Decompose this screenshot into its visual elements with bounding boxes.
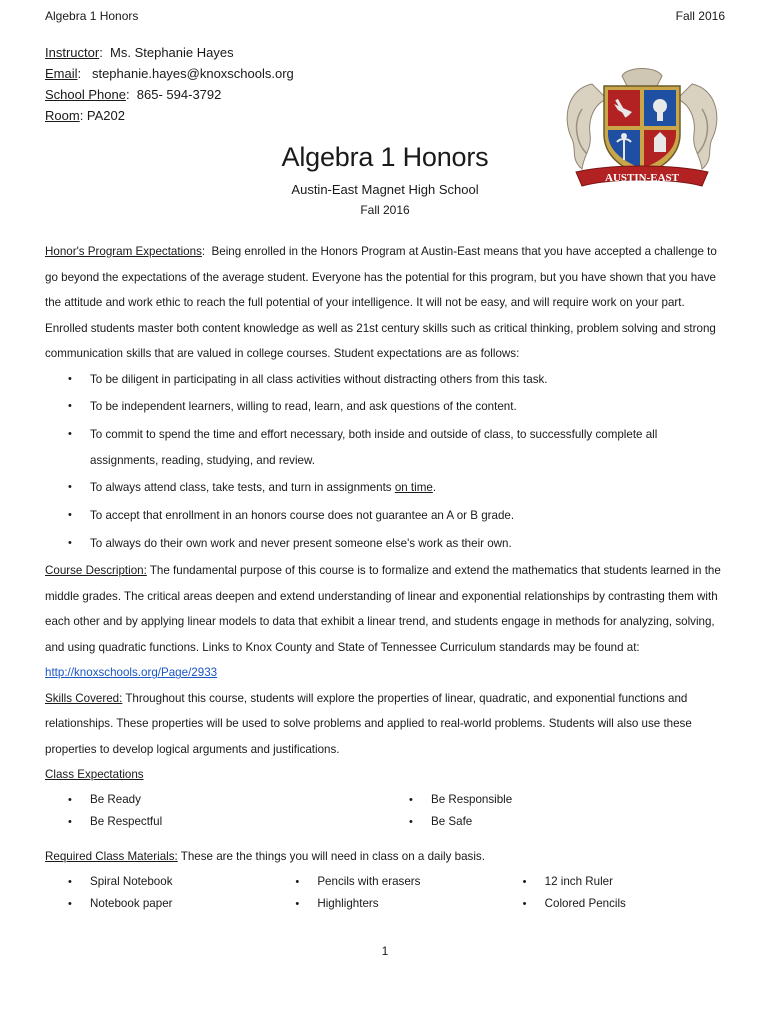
email-value: stephanie.hayes@knoxschools.org	[91, 66, 294, 81]
expectation-text: To always attend class, take tests, and turn in assignments	[90, 481, 395, 495]
expectation-text: To commit to spend the time and effort necessary, both inside and outside of class, to successfully complete all assignments, reading, studying, and review.	[90, 427, 658, 467]
expectation-text: To be independent learners, willing to read, learn, and ask questions of the content.	[90, 400, 517, 414]
skills-heading: Skills Covered:	[45, 691, 123, 705]
materials-col-2	[272, 873, 499, 917]
course-description-heading: Course Description:	[45, 564, 147, 578]
school-crest-logo	[562, 64, 722, 194]
expectation-text: To be diligent in participating in all class activities without distracting others from this task.	[90, 372, 548, 386]
list-item: • Notebook paper	[45, 895, 272, 913]
materials-paragraph	[45, 844, 727, 870]
room-label: Room	[45, 108, 80, 123]
list-item: • 12 inch Ruler	[500, 873, 727, 891]
list-item: • Spiral Notebook	[45, 873, 272, 891]
list-item	[45, 422, 727, 473]
list-item	[45, 503, 727, 529]
expectation-text: To accept that enrollment in an honors course does not guarantee an A or B grade.	[90, 509, 515, 523]
skills-text: Throughout this course, students will explore the properties of linear, quadratic, and exponential functions and relationships. These properties will be used to solve problems and applied to real-world problems. Students will also use these properties to develop logical arguments and justifications.	[45, 691, 692, 756]
header-course: Algebra 1 Honors	[45, 9, 139, 23]
materials-col-3	[500, 873, 727, 917]
page-header	[45, 9, 725, 27]
materials-grid	[45, 873, 727, 917]
list-item	[45, 367, 727, 393]
on-time-emphasis: on time	[394, 481, 433, 495]
list-item: • Be Safe	[386, 813, 727, 831]
honors-text: Being enrolled in the Honors Program at Austin-East means that you have accepted a challenge to go beyond the expectations of the average student. Everyone has the potential for this program, but you have shown that you have the attitude and work ethic to reach the full potential of your intelligence. It will not be easy, and will require work on your part. Enrolled students master both content knowledge as well as 21st century skills such as critical thinking, problem solving and strong communication skills that are valued in college courses. Student expectations are as follows:	[45, 245, 717, 360]
room-value: PA202	[86, 108, 125, 123]
list-item: • Be Respectful	[45, 813, 386, 831]
list-item: • Pencils with erasers	[272, 873, 499, 891]
list-item	[45, 531, 727, 557]
list-item: • Be Responsible	[386, 791, 727, 809]
instructor-label: Instructor	[45, 45, 100, 60]
materials-text: These are the things you will need in class on a daily basis.	[177, 849, 485, 863]
phone-value: 865- 594-3792	[136, 87, 222, 102]
document-title: Algebra 1 Honors	[281, 142, 489, 172]
class-expectations-heading	[45, 762, 727, 788]
school-name: Austin-East Magnet High School	[291, 182, 479, 197]
email-row: Email: stephanie.hayes@knoxschools.org	[45, 66, 294, 81]
list-item: • Colored Pencils	[500, 895, 727, 913]
student-expectations-list	[45, 367, 727, 557]
room-row: Room: PA202	[45, 108, 125, 123]
materials-heading: Required Class Materials:	[45, 849, 178, 863]
materials-col-1	[45, 873, 272, 917]
honors-heading: Honor's Program Expectations	[45, 245, 202, 258]
list-item: • Be Ready	[45, 791, 386, 809]
list-item: • Highlighters	[272, 895, 499, 913]
expectation-text: To always do their own work and never present someone else's work as their own.	[90, 536, 512, 550]
class-expectations-col-1	[45, 791, 386, 835]
page-number: 1	[381, 944, 389, 958]
course-description-text: The fundamental purpose of this course is to formalize and extend the mathematics that students learned in the middle grades. The critical areas deepen and extend understanding of linear and exponential relationships by contrasting them with each other and by applying linear models to data that exhibit a linear trend, and students engage in methods for analyzing, solving, and using quadratic functions. Links to Knox County and State of Tennessee Curriculum standards may be found at:	[45, 564, 721, 654]
class-expectations-heading-text: Class Expectations	[45, 768, 144, 782]
crest-banner-text: AUSTIN-EAST	[605, 172, 679, 184]
class-expectations-col-2	[386, 791, 727, 835]
email-label: Email	[45, 66, 78, 81]
phone-label: School Phone	[45, 87, 126, 102]
list-item	[45, 394, 727, 420]
term-label: Fall 2016	[360, 203, 410, 217]
instructor-name: Ms. Stephanie Hayes	[110, 45, 234, 60]
contact-block	[45, 42, 294, 126]
list-item	[45, 475, 727, 501]
curriculum-link[interactable]: http://knoxschools.org/Page/2933	[45, 666, 218, 680]
honors-paragraph: Honor's Program Expectations: Being enrolled in the Honors Program at Austin-East means that you have accepted a challenge to go beyond the expectations of the average student. Everyone has the potential for this program, but you have shown that you have the attitude and work ethic to reach the full potential of your intelligence. It will not be easy, and will require work on your part. Enrolled students master both content knowledge as well as 21st century skills such as critical thinking, problem solving and strong communication skills that are valued in college courses. Student expectations are as follows:	[45, 245, 717, 360]
phone-row: School Phone: 865- 594-3792	[45, 87, 222, 102]
expectation-text: .	[432, 481, 437, 495]
skills-paragraph	[45, 686, 727, 763]
instructor-row: Instructor: Ms. Stephanie Hayes	[45, 45, 234, 60]
document-body	[45, 239, 727, 917]
course-description-paragraph	[45, 558, 727, 686]
header-term: Fall 2016	[675, 9, 725, 23]
class-expectations-grid	[45, 791, 727, 835]
